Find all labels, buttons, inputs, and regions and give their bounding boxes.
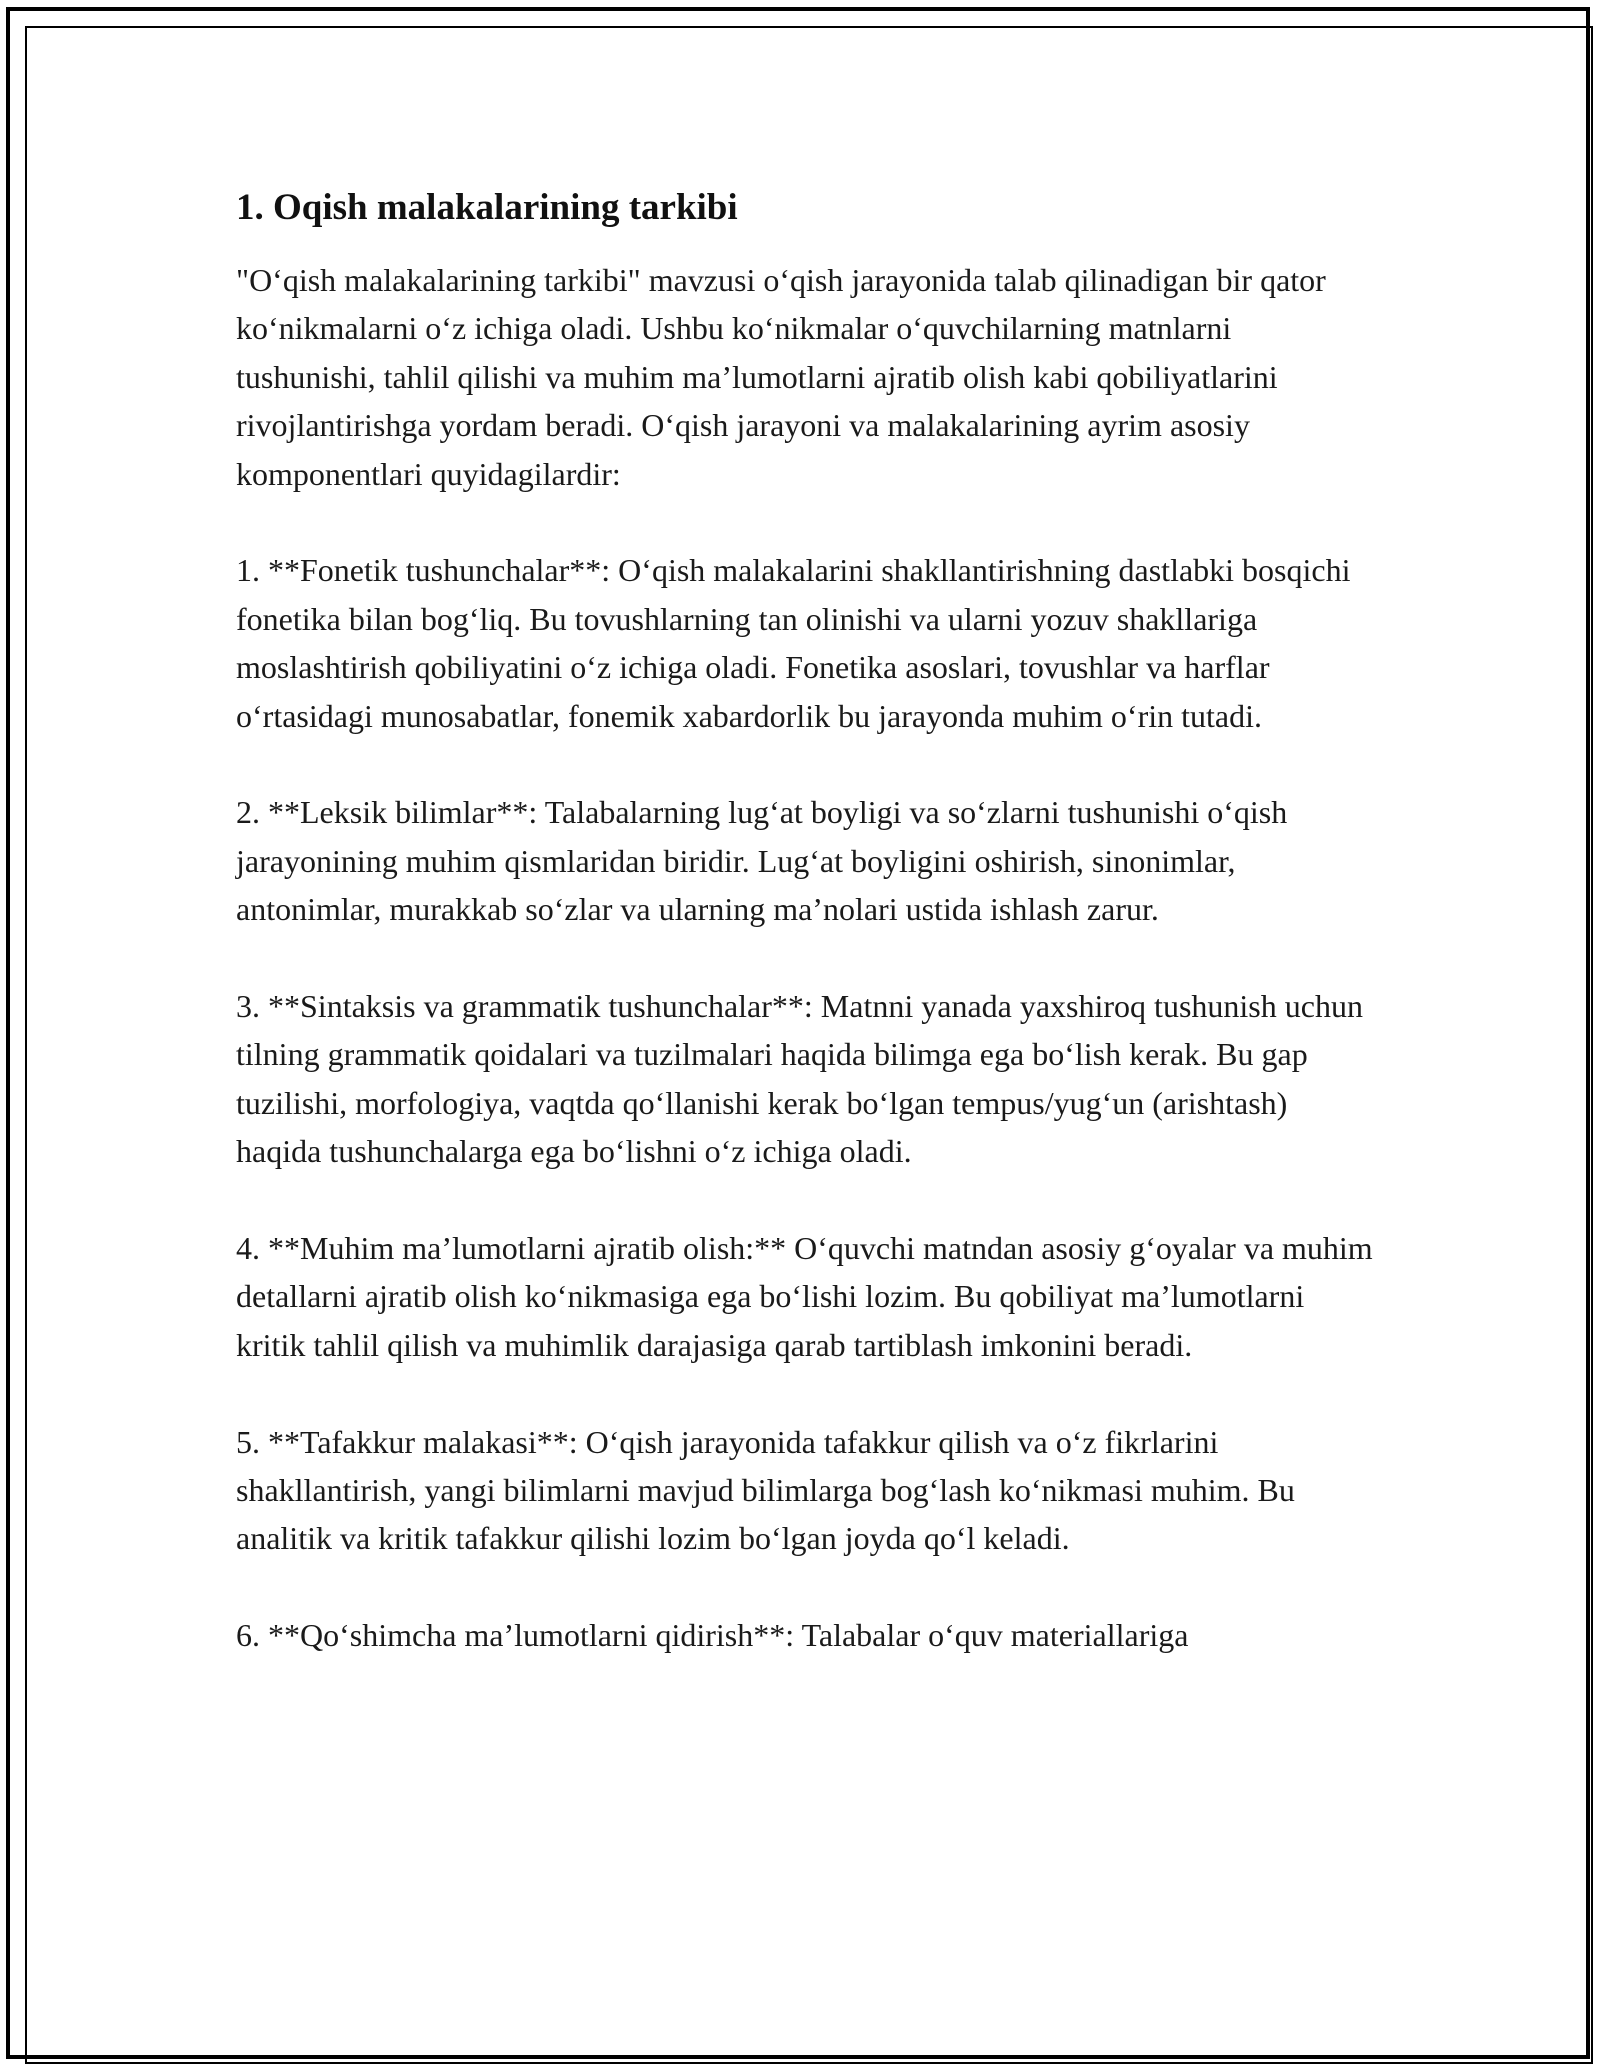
section-heading: 1. Oqish malakalarining tarkibi: [236, 187, 738, 228]
list-item-muhim: 4. **Muhim ma’lumotlarni ajratib olish:** O‘quvchi matndan asosiy g‘oyalar va muhim detallarni ajratib olish ko‘nikmasiga ega bo‘lishi lozim. Bu qobiliyat ma’lumotlarni kritik tahlil qilish va muhimlik darajasiga qarab tartiblash imkonini beradi.: [236, 1230, 1373, 1363]
list-item-tafakkur: 5. **Tafakkur malakasi**: O‘qish jarayonida tafakkur qilish va o‘z fikrlarini shakllantirish, yangi bilimlarni mavjud bilimlarga bog‘lash ko‘nikmasi muhim. Bu analitik va kritik tafakkur qilishi lozim bo‘lgan joyda qo‘l keladi.: [236, 1423, 1295, 1557]
list-item-sintaksis: 3. **Sintaksis va grammatik tushunchalar**: Matnni yanada yaxshiroq tushunish uchun tilning grammatik qoidalari va tuzilmalari haqida bilimga ega bo‘lish kerak. Bu gap tuzilishi, morfologiya, vaqtda qo‘llanishi kerak bo‘lgan tempus/yug‘un (arishtash) haqida tushunchalarga ega bo‘lishni o‘z ichiga oladi.: [236, 988, 1363, 1170]
list-item-qoshimcha: 6. **Qo‘shimcha ma’lumotlarni qidirish**: Talabalar o‘quv materiallariga: [236, 1617, 1189, 1654]
list-item-leksik: 2. **Leksik bilimlar**: Talabalarning lug‘at boyligi va so‘zlarni tushunishi o‘qish jarayonining muhim qismlaridan biridir. Lug‘at boyligini oshirish, sinonimlar, antonimlar, murakkab so‘zlar va ularning ma’nolari ustida ishlash zarur.: [236, 794, 1288, 928]
document-body: [236, 186, 1376, 1660]
list-item-fonetik: 1. **Fonetik tushunchalar**: O‘qish malakalarini shakllantirishning dastlabki bosqichi fonetika bilan bog‘liq. Bu tovushlarning tan olinishi va ularni yozuv shakllariga moslashtirish qobiliyatini o‘z ichiga oladi. Fonetika asoslari, tovushlar va harflar o‘rtasidagi munosabatlar, fonemik xabardorlik bu jarayonda muhim o‘rin tutadi.: [236, 552, 1351, 734]
intro-paragraph: "O‘qish malakalarining tarkibi" mavzusi o‘qish jarayonida talab qilinadigan bir qator ko‘nikmalarni o‘z ichiga oladi. Ushbu ko‘nikmalar o‘quvchilarning matnlarni tushunishi, tahlil qilishi va muhim ma’lumotlarni ajratib olish kabi qobiliyatlarini rivojlantirishga yordam beradi. O‘qish jarayoni va malakalarining ayrim asosiy komponentlari quyidagilardir:: [236, 262, 1326, 492]
